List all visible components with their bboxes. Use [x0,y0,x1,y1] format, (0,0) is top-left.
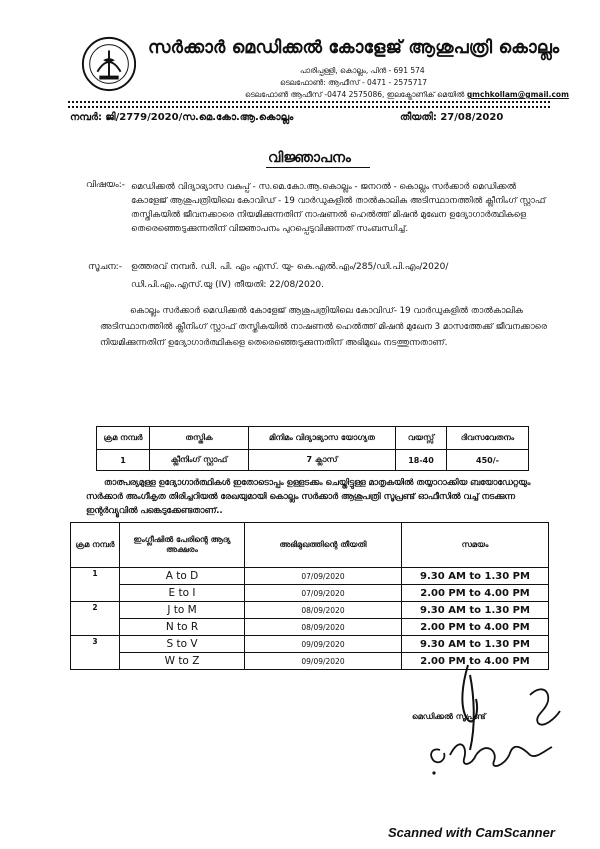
table-row [71,568,549,585]
cell-serial: 1 [97,450,150,471]
col-qualification: മിനിമം വിദ്യാഭ്യാസ യോഗ്യത [249,427,396,450]
cell-time: 2.00 PM to 4.00 PM [402,619,549,636]
cell-date: 09/09/2020 [245,653,402,670]
subject-text: മെഡിക്കൽ വിദ്യാഭ്യാസ വകുപ്പ് - സ.മെ.കോ.ആ.കൊല്ലം - ജനറൽ - കൊല്ലം സർക്കാർ മെഡിക്കൽ കോളേജ് ആശുപത്രിയിലെ കോവിഡ് - 19 വാർഡുകളിൽ താൽകാലിക അടിസ്ഥാനത്തിൽ ക്ലീനിംഗ് സ്റ്റാഫ് തസ്തികയിൽ ജീവനക്കാരെ നിയമിക്കുന്നതിന് നാഷണൽ ഹെൽത്ത് മിഷൻ മുഖേന ഉദ്യോഗാർത്ഥികളെ തെരെഞ്ഞെടുക്കുന്നതിന് വിജ്ഞാപനം പുറപ്പെടുവിക്കുന്നത് സംബന്ധിച്ച്. [131,182,546,234]
cell-date: 07/09/2020 [245,585,402,602]
reference-number: നമ്പർ: ജി/2779/2020/സ.മെ.കോ.ആ.കൊല്ലം [70,112,294,123]
schedule-header [71,523,549,568]
cell-age: 18-40 [396,450,447,471]
table-row [97,450,529,471]
cell-letters: J to M [120,602,245,619]
reference-date: തീയതി: 27/08/2020 [400,112,504,123]
cell-serial: 3 [71,636,120,670]
cell-daily-wage: 450/- [447,450,529,471]
notice-paragraph-2: താത്പര്യമുള്ള ഉദ്യോഗാർത്ഥികൾ ഇതോടൊപ്പം ഉള്ളടക്കം ചെയ്തിട്ടുള്ള മാതൃകയിൽ തയ്യാറാക്കിയ ബയോഡേറ്റയും സർക്കാർ അംഗീകൃത തിരിച്ചറിയൽ രേഖയുമായി കൊല്ലം സർക്കാർ ആശുപത്രി സൂപ്രണ്ട് ഓഫീസിൽ വച്ച് നടക്കുന്ന ഇന്റർവ്യൂവിൽ പങ്കെടുക്കേണ്ടതാണ്.. [86,477,531,515]
phone-line: ടെലഫോൺ: ആഫീസ് - 0471 - 2575717 [280,78,428,87]
table-row [71,636,549,653]
cell-letters: N to R [120,619,245,636]
col-serial: ക്രമ നമ്പർ [97,427,150,450]
col-daily-wage: ദിവസവേതനം [447,427,529,450]
cell-serial: 2 [71,602,120,636]
cell-letters: S to V [120,636,245,653]
cell-date: 08/09/2020 [245,602,402,619]
cell-post: ക്ലീനിംഗ് സ്റ്റാഫ് [150,450,249,471]
cell-date: 09/09/2020 [245,636,402,653]
cell-time: 2.00 PM to 4.00 PM [402,585,549,602]
cell-qualification: 7 ക്ലാസ് [249,450,396,471]
cell-time: 2.00 PM to 4.00 PM [402,653,549,670]
interview-schedule-table [70,522,549,670]
table-row [71,619,549,636]
col-age: വയസ്സ് [396,427,447,450]
header-divider [68,101,550,103]
cell-time: 9.30 AM to 1.30 PM [402,636,549,653]
table-row [71,585,549,602]
col-post: തസ്തിക [150,427,249,450]
contact-line [245,90,569,100]
header-divider-2 [68,106,550,108]
cell-date: 08/09/2020 [245,619,402,636]
signatory-designation: മെഡിക്കൽ സൂപ്രണ്ട് [412,712,486,721]
cell-letters: A to D [120,568,245,585]
address-line: പാരിപ്പള്ളി, കൊല്ലം, പിൻ - 691 574 [300,66,425,75]
cell-time: 9.30 AM to 1.30 PM [402,568,549,585]
col-serial: ക്രമ നമ്പർ [71,523,120,568]
title-underline [266,167,370,168]
ref-note-line2: ഡി.പി.എം.എസ്.യു (IV) തീയതി: 22/08/2020. [131,280,325,290]
col-time: സമയം [402,523,549,568]
cell-letters: E to I [120,585,245,602]
college-emblem-logo [80,35,138,93]
camscanner-watermark: Scanned with CamScanner [388,825,555,840]
notice-title: വിജ്ഞാപനം [268,150,351,166]
ref-note-line1: ഉത്തരവ് നമ്പർ. ഡി. പി. എം എസ്. യു- കെ.എൽ.എം/285/ഡി.പി.എം/2020/ [131,262,449,272]
col-initial-letters: ഇംഗ്ലീഷിൽ പേരിന്റെ ആദ്യ അക്ഷരം [120,523,245,568]
handwritten-signature [410,655,570,795]
email-link[interactable]: gmchkollam@gmail.com [466,90,569,99]
table-row [71,602,549,619]
cell-time: 9.30 AM to 1.30 PM [402,602,549,619]
ref-note-label: സൂചന:- [88,262,122,272]
institution-name: സർക്കാർ മെഡിക്കൽ കോളേജ് ആശുപത്രി കൊല്ലം [148,38,560,58]
post-table-header [97,427,529,450]
subject-label: വിഷയം:- [86,180,125,190]
cell-date: 07/09/2020 [245,568,402,585]
contact-prefix: ടെലഫോൺ ആഫീസ് -0474 2575086, ഇലക്ട്രോണിക് മെയിൽ [245,90,465,99]
cell-letters: W to Z [120,653,245,670]
col-interview-date: അഭിമുഖത്തിന്റെ തീയതി [245,523,402,568]
notice-paragraph-1: കൊല്ലം സർക്കാർ മെഡിക്കൽ കോളേജ് ആശുപത്രിയിലെ കോവിഡ്- 19 വാർഡുകളിൽ താൽകാലിക അടിസ്ഥാനത്തിൽ ക്ലീനിംഗ് സ്റ്റാഫ് തസ്തികയിൽ നാഷണൽ ഹെൽത്ത് മിഷൻ മുഖേന 3 മാസത്തേക്ക് ജീവനക്കാരെ നിയമിക്കുന്നതിന് ഉദ്യോഗാർത്ഥികളെ തെരെഞ്ഞെടുക്കുന്നതിന് അഭിമുഖം നടത്തുന്നതാണ്. [100,306,547,348]
post-table [96,426,529,471]
cell-serial: 1 [71,568,120,602]
